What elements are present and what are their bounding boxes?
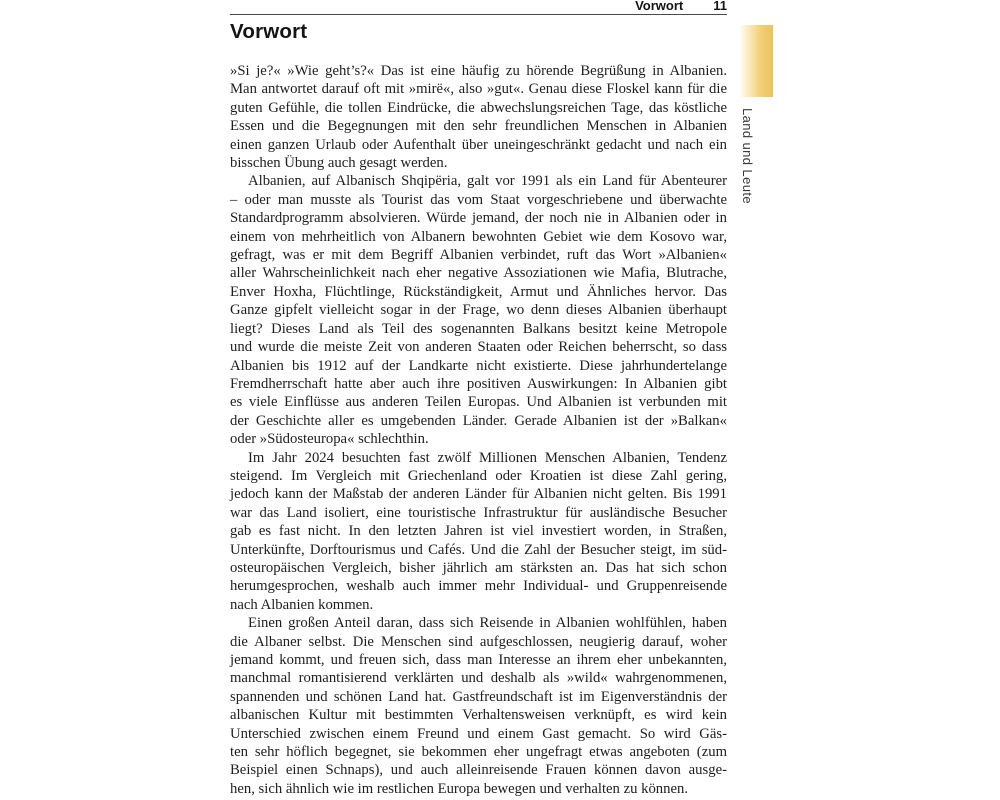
text-line: manchmal romantisierend verklärten und deshalb als »wild« wahrgenommenen, (230, 670, 727, 687)
text-line: – oder man musste als Tourist das vom Staat vorgeschriebene und überwachte (230, 191, 727, 208)
text-line: die Albaner selbst. Die Menschen sind aufgeschlossen, neugierig darauf, woher (230, 633, 727, 650)
text-line: oder »Südosteuropa« schlechthin. (230, 431, 429, 448)
text-line: einen ganzen Urlaub oder Aufenthalt über uneingeschränkt gedacht und nach ein (230, 136, 727, 153)
text-line: gab es fast nicht. In den letzten Jahren ist viel investiert worden, in Straßen, (230, 523, 727, 540)
text-line: osteuropäischen Vergleich, bisher jährlich am stärksten an. Das hat sich schon (230, 559, 727, 576)
paragraph (230, 614, 727, 798)
text-line: der Geschichte aller es umgebenden Länder. Gerade Albanien ist der »Balkan« (230, 412, 727, 429)
text-line: Beispiel einen Schnaps), und auch alleinreisende Frauen können davon ausge- (230, 762, 727, 779)
text-line: Essen und die Begegnungen mit den sehr freundlichen Menschen in Albanien (230, 118, 727, 135)
text-line: nach Albanien kommen. (230, 596, 374, 613)
text-line: Im Jahr 2024 besuchten fast zwölf Millionen Menschen Albanien, Tendenz (248, 449, 727, 466)
text-line: Ganze gipfelt vielleicht sogar in der Frage, wo denn dieses Albanien überhaupt (230, 302, 727, 319)
chapter-side-label: Land und Leute (740, 108, 755, 204)
text-line: liegt? Dieses Land als Teil des sogenannten Balkans besitzt keine Metropole (230, 320, 727, 337)
header-section-label: Vorwort (635, 0, 684, 13)
text-line: bisschen Übung auch gesagt werden. (230, 155, 448, 172)
text-line: Fremdherrschaft hatte aber auch ihre positiven Auswirkungen: In Albanien gibt (230, 375, 727, 392)
text-line: es viele Einflüsse aus anderen Teilen Europas. Und Albanien ist verbunden mit (230, 394, 727, 411)
running-header (230, 0, 727, 15)
chapter-color-tab (740, 25, 773, 97)
text-line: steigend. Im Vergleich mit Griechenland oder Kroatien ist diese Zahl gering, (230, 467, 727, 484)
text-line: albanischen Kultur mit bestimmten Verhaltensweisen verknüpft, es wird kein (230, 707, 727, 724)
text-line: Unterkünfte, Dorftourismus und Cafés. Und die Zahl der Besucher steigt, im süd- (230, 541, 727, 558)
text-line: Unterschied zwischen einem Freund und einem Gast gemacht. So wird Gäs- (230, 725, 727, 742)
text-line: spannenden und schönen Land hat. Gastfreundschaft ist im Eigenverständnis der (230, 688, 727, 705)
text-line: Albanien, auf Albanisch Shqipëria, galt vor 1991 als ein Land für Abenteurer (248, 173, 727, 190)
text-line: Man antwortet darauf oft mit »mirë«, also »gut«. Genau diese Floskel kann für die (230, 81, 727, 98)
text-line: Einen großen Anteil daran, dass sich Reisende in Albanien wohlfühlen, haben (248, 615, 727, 632)
text-line: ten sehr höflich begegnet, sie bekommen eher ungefragt etwas angeboten (zum (230, 744, 727, 761)
text-line: guten Gefühle, die tollen Eindrücke, die abwechslungsreichen Tage, das köstliche (230, 99, 727, 116)
text-line: jedoch kann der Maßstab der anderen Länder für Albanien nicht gelten. Bis 1991 (230, 486, 727, 503)
body-text (230, 62, 727, 798)
paragraph (230, 449, 727, 615)
text-line: jemand kommt, und freuen sich, dass man Interesse an ihrem eher unbekannten, (230, 652, 727, 668)
text-line: herumgesprochen, weshalb auch immer mehr Individual- und Gruppenreisende (230, 578, 727, 595)
text-line: gefragt, was er mit dem Begriff Albanien verbindet, ruft das Wort »Albanien« (230, 247, 727, 264)
text-line: und wurde die meiste Zeit von anderen Staaten oder Reichen beherrscht, so dass (230, 339, 727, 356)
paragraph (230, 172, 727, 448)
header-page-number: 11 (713, 0, 727, 13)
text-line: aller Wahrscheinlichkeit nach eher negative Assoziationen wie Mafia, Blutrache, (230, 265, 727, 282)
text-line: Enver Hoxha, Flüchtlinge, Rückständigkeit, Armut und Ähnliches hervor. Das (230, 283, 727, 300)
text-line: Albanien bis 1912 auf der Landkarte nicht existierte. Diese jahrhundertelange (230, 357, 727, 374)
text-line: »Si je?« »Wie geht’s?« Das ist eine häufig zu hörende Begrüßung in Albanien. (230, 63, 727, 79)
text-line: einem von mehrheitlich von Albanern bewohnten Gebiet wie dem Kosovo war, (230, 228, 727, 245)
text-line: Standardprogramm absolvieren. Würde jemand, der noch nie in Albanien oder in (230, 210, 727, 227)
text-line: war das Land isoliert, eine touristische Infrastruktur für ausländische Besucher (230, 504, 727, 521)
page-title: Vorwort (230, 20, 308, 43)
text-line: hen, sich ähnlich wie im restlichen Europa bewegen und verhalten zu können. (230, 780, 689, 797)
paragraph (230, 62, 727, 172)
